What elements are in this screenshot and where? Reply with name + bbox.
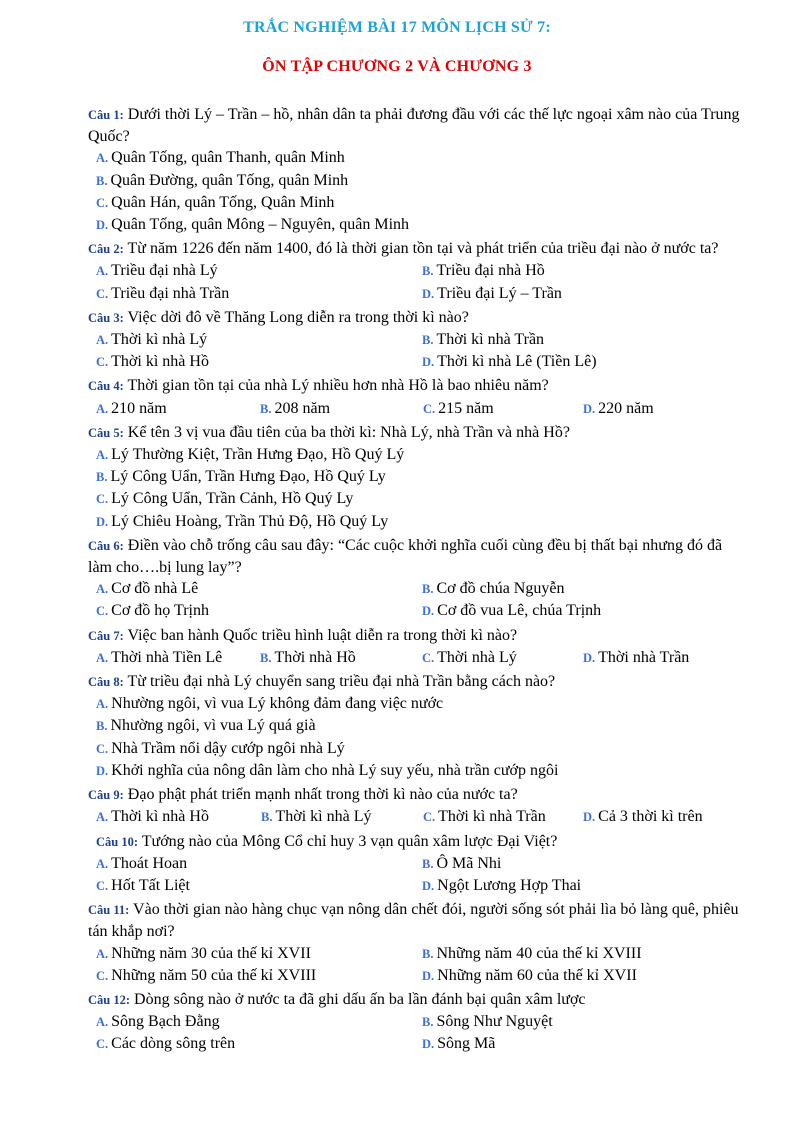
option-text: Quân Hán, quân Tống, Quân Minh — [111, 193, 335, 211]
option-letter: C. — [96, 492, 109, 507]
question-label: Câu 9: — [88, 788, 124, 803]
option-letter: A. — [96, 264, 109, 279]
option-c[interactable] — [88, 738, 748, 760]
option-letter: B. — [422, 946, 434, 961]
option-text: Triều đại nhà Hồ — [436, 262, 545, 280]
option-letter: C. — [96, 195, 109, 210]
question-4 — [88, 375, 748, 397]
option-c[interactable] — [96, 875, 422, 897]
option-text: Những năm 40 của thế kỉ XVIII — [436, 944, 642, 962]
option-c[interactable] — [423, 398, 583, 420]
option-text: Triều đại nhà Lý — [111, 262, 218, 280]
option-letter: B. — [96, 173, 108, 188]
option-text: Cơ đồ vua Lê, chúa Trịnh — [437, 602, 602, 620]
option-text: Thời nhà Lý — [437, 648, 517, 666]
option-text: Thời nhà Hồ — [274, 648, 356, 666]
option-text: Thời kì nhà Lê (Tiền Lê) — [437, 353, 597, 371]
question-label: Câu 4: — [88, 379, 124, 394]
question-text: Việc ban hành Quốc triều hình luật diễn ra trong thời kì nào? — [127, 626, 518, 644]
option-row — [88, 600, 748, 622]
option-text: Cơ đồ họ Trịnh — [111, 602, 209, 620]
option-d[interactable] — [583, 647, 689, 669]
option-letter: B. — [261, 810, 273, 825]
option-row — [88, 965, 748, 987]
option-text: Triều đại nhà Trần — [111, 284, 230, 302]
option-text: Những năm 30 của thế kỉ XVII — [111, 944, 311, 962]
option-text: Quân Tống, quân Thanh, quân Minh — [111, 149, 345, 167]
option-a[interactable] — [96, 853, 422, 875]
option-d[interactable] — [88, 760, 748, 782]
option-letter: A. — [96, 946, 109, 961]
option-letter: C. — [423, 401, 436, 416]
option-letter: C. — [96, 286, 109, 301]
question-3 — [88, 307, 748, 329]
question-label: Câu 10: — [96, 834, 139, 849]
option-letter: D. — [422, 878, 435, 893]
question-12 — [88, 989, 748, 1011]
option-letter: D. — [422, 968, 435, 983]
option-letter: C. — [96, 968, 109, 983]
option-letter: D. — [422, 355, 435, 370]
question-text: Dòng sông nào ở nước ta đã ghi dấu ấn ba lần đánh bại quân xâm lược — [134, 990, 586, 1008]
option-row — [88, 806, 748, 828]
question-label: Câu 2: — [88, 242, 124, 257]
option-text: Khởi nghĩa của nông dân làm cho nhà Lý suy yếu, nhà trần cướp ngôi — [111, 761, 559, 779]
option-letter: B. — [422, 856, 434, 871]
option-c[interactable] — [96, 283, 422, 305]
option-letter: C. — [96, 1037, 109, 1052]
option-letter: C. — [96, 741, 109, 756]
option-letter: B. — [96, 470, 108, 485]
option-letter: B. — [422, 333, 434, 348]
option-b[interactable] — [422, 853, 748, 875]
option-letter: A. — [96, 810, 109, 825]
option-letter: B. — [96, 719, 108, 734]
option-a[interactable] — [96, 398, 260, 420]
option-text: Nhường ngôi, vì vua Lý quá già — [110, 717, 316, 735]
option-letter: D. — [96, 763, 109, 778]
option-row — [88, 875, 748, 897]
option-text: Cơ đồ nhà Lê — [111, 580, 199, 598]
option-letter: A. — [96, 1015, 109, 1030]
question-2 — [88, 238, 748, 260]
option-text: Quân Tống, quân Mông – Nguyên, quân Minh — [111, 216, 410, 234]
question-10 — [88, 831, 748, 853]
option-b[interactable] — [88, 170, 748, 192]
question-text: Đạo phật phát triển mạnh nhất trong thời kì nào của nước ta? — [127, 786, 518, 804]
option-row — [88, 351, 748, 373]
option-text: 208 năm — [274, 399, 331, 417]
question-text: Vào thời gian nào hàng chục vạn nông dân chết đói, người sống sót phải lìa bỏ làng quê, phiêu tán khắp nơi? — [88, 901, 739, 941]
question-text: Từ năm 1226 đến năm 1400, đó là thời gian tồn tại và phát triển của triều đại nào ở nước ta? — [127, 240, 719, 258]
option-row — [88, 1011, 748, 1033]
question-text: Việc dời đô về Thăng Long diễn ra trong thời kì nào? — [127, 308, 469, 326]
option-row — [88, 1033, 748, 1055]
title-line-2: ÔN TẬP CHƯƠNG 2 VÀ CHƯƠNG 3 — [262, 58, 532, 75]
option-d[interactable] — [422, 351, 748, 373]
question-label: Câu 6: — [88, 538, 124, 553]
option-text: Thời kì nhà Hồ — [111, 353, 209, 371]
option-letter: A. — [96, 151, 109, 166]
option-d[interactable] — [422, 875, 748, 897]
question-text: Kể tên 3 vị vua đầu tiên của ba thời kì: Nhà Lý, nhà Trần và nhà Hồ? — [127, 423, 570, 441]
option-c[interactable] — [88, 488, 748, 510]
option-text: Hốt Tất Liệt — [111, 876, 190, 894]
question-11 — [88, 899, 748, 942]
option-text: 210 năm — [111, 399, 167, 417]
option-letter: D. — [422, 1037, 435, 1052]
option-letter: C. — [422, 650, 435, 665]
question-label: Câu 3: — [88, 310, 124, 325]
option-row — [88, 647, 748, 669]
option-b[interactable] — [422, 578, 748, 600]
option-letter: C. — [96, 355, 109, 370]
option-c[interactable] — [422, 647, 583, 669]
question-list — [88, 102, 748, 1056]
question-text: Điền vào chỗ trống câu sau đây: “Các cuộc khởi nghĩa cuối cùng đều bị thất bại nhưng đó đã làm cho….bị lung lay”? — [88, 536, 723, 577]
option-text: Sông Như Nguyệt — [436, 1013, 553, 1031]
option-letter: D. — [422, 286, 435, 301]
option-text: Sông Mã — [437, 1035, 496, 1053]
option-a[interactable] — [96, 260, 422, 282]
question-label: Câu 5: — [88, 425, 124, 440]
question-label: Câu 1: — [88, 108, 124, 122]
option-text: Cả 3 thời kì trên — [598, 808, 703, 826]
option-letter: D. — [96, 514, 109, 529]
option-letter: B. — [422, 582, 434, 597]
option-letter: A. — [96, 582, 109, 597]
option-text: Quân Đường, quân Tống, quân Minh — [110, 171, 349, 189]
option-text: Ô Mã Nhi — [436, 854, 502, 872]
question-label: Câu 7: — [88, 628, 124, 643]
option-b[interactable] — [260, 647, 422, 669]
option-text: Thời nhà Trần — [598, 648, 690, 666]
option-d[interactable] — [422, 965, 748, 987]
option-letter: C. — [423, 810, 436, 825]
option-text: Lý Công Uẩn, Trần Hưng Đạo, Hồ Quý Ly — [110, 468, 386, 486]
option-letter: C. — [96, 878, 109, 893]
option-d[interactable] — [583, 398, 654, 420]
question-6 — [88, 535, 748, 578]
option-d[interactable] — [88, 511, 748, 533]
option-c[interactable] — [96, 351, 422, 373]
option-text: Triều đại Lý – Trần — [437, 284, 562, 302]
option-b[interactable] — [422, 329, 748, 351]
question-text: Tướng nào của Mông Cổ chỉ huy 3 vạn quân xâm lược Đại Việt? — [141, 832, 558, 850]
option-text: Thời kì nhà Lý — [111, 331, 208, 349]
option-letter: D. — [422, 604, 435, 619]
title-line-1: TRẮC NGHIỆM BÀI 17 MÔN LỊCH SỬ 7: — [243, 19, 551, 36]
option-d[interactable] — [88, 214, 748, 236]
option-b[interactable] — [88, 715, 748, 737]
option-a[interactable] — [96, 806, 261, 828]
option-text: Nhường ngôi, vì vua Lý không đảm đang việc nước — [111, 695, 444, 713]
option-b[interactable] — [261, 806, 423, 828]
option-text: Thời kì nhà Trần — [436, 331, 545, 349]
option-text: Các dòng sông trên — [111, 1035, 236, 1053]
option-a[interactable] — [96, 329, 422, 351]
option-a[interactable] — [96, 1011, 422, 1033]
option-text: Những năm 50 của thế kỉ XVIII — [111, 966, 317, 984]
option-letter: D. — [583, 650, 596, 665]
option-a[interactable] — [96, 943, 422, 965]
option-a[interactable] — [88, 444, 748, 466]
question-label: Câu 11: — [88, 903, 130, 918]
question-8 — [88, 671, 748, 693]
option-text: Thời kì nhà Trần — [438, 808, 546, 826]
question-5 — [88, 422, 748, 444]
option-text: Lý Thường Kiệt, Trần Hưng Đạo, Hồ Quý Lý — [111, 446, 405, 464]
option-d[interactable] — [422, 1033, 748, 1055]
option-c[interactable] — [423, 806, 583, 828]
option-b[interactable] — [260, 398, 423, 420]
option-b[interactable] — [422, 943, 748, 965]
option-a[interactable] — [96, 647, 260, 669]
question-7 — [88, 625, 748, 647]
option-letter: C. — [96, 604, 109, 619]
question-9 — [88, 784, 748, 806]
option-b[interactable] — [422, 1011, 748, 1033]
option-letter: A. — [96, 333, 109, 348]
option-c[interactable] — [96, 965, 422, 987]
option-text: Thời kì nhà Hồ — [111, 808, 209, 826]
option-letter: A. — [96, 448, 109, 463]
option-b[interactable] — [88, 466, 748, 488]
option-letter: B. — [260, 401, 272, 416]
option-text: Ngột Lương Hợp Thai — [437, 876, 582, 894]
question-1 — [88, 104, 748, 147]
option-letter: D. — [583, 810, 596, 825]
option-a[interactable] — [88, 693, 748, 715]
option-row — [88, 329, 748, 351]
option-row — [88, 853, 748, 875]
question-text: Dưới thời Lý – Trần – hồ, nhân dân ta phải đương đầu với các thế lực ngoại xâm nào của Trung Quốc? — [88, 106, 740, 146]
option-letter: D. — [583, 401, 596, 416]
question-text: Từ triều đại nhà Lý chuyển sang triều đại nhà Trần bằng cách nào? — [127, 673, 556, 691]
question-label: Câu 12: — [88, 992, 131, 1007]
option-row — [88, 943, 748, 965]
option-row — [88, 260, 748, 282]
option-b[interactable] — [422, 260, 748, 282]
option-text: Lý Chiêu Hoàng, Trần Thủ Độ, Hồ Quý Ly — [111, 512, 389, 530]
option-text: Lý Công Uẩn, Trần Cảnh, Hồ Quý Ly — [111, 490, 354, 508]
option-letter: A. — [96, 401, 109, 416]
option-letter: A. — [96, 697, 109, 712]
option-row — [88, 283, 748, 305]
option-text: Cơ đồ chúa Nguyễn — [436, 580, 565, 598]
option-text: Nhà Trầm nổi dậy cướp ngôi nhà Lý — [111, 739, 345, 757]
option-c[interactable] — [88, 192, 748, 214]
option-text: Những năm 60 của thế kỉ XVII — [437, 966, 637, 984]
option-letter: D. — [96, 218, 109, 233]
option-text: Thời kì nhà Lý — [275, 808, 372, 826]
option-text: Thoát Hoan — [111, 854, 188, 872]
option-d[interactable] — [422, 600, 748, 622]
option-d[interactable] — [583, 806, 703, 828]
option-c[interactable] — [96, 600, 422, 622]
question-label: Câu 8: — [88, 675, 124, 690]
option-c[interactable] — [96, 1033, 422, 1055]
option-text: 215 năm — [438, 399, 494, 417]
option-letter: A. — [96, 856, 109, 871]
option-letter: A. — [96, 650, 109, 665]
option-d[interactable] — [422, 283, 748, 305]
option-text: 220 năm — [598, 399, 654, 417]
option-text: Sông Bạch Đằng — [111, 1013, 220, 1031]
option-letter: B. — [422, 264, 434, 279]
option-letter: B. — [422, 1015, 434, 1030]
option-row — [88, 578, 748, 600]
option-text: Thời nhà Tiền Lê — [111, 648, 223, 666]
option-a[interactable] — [88, 147, 748, 169]
option-letter: B. — [260, 650, 272, 665]
option-a[interactable] — [96, 578, 422, 600]
question-text: Thời gian tồn tại của nhà Lý nhiều hơn nhà Hồ là bao nhiêu năm? — [127, 377, 549, 395]
option-row — [88, 398, 748, 420]
